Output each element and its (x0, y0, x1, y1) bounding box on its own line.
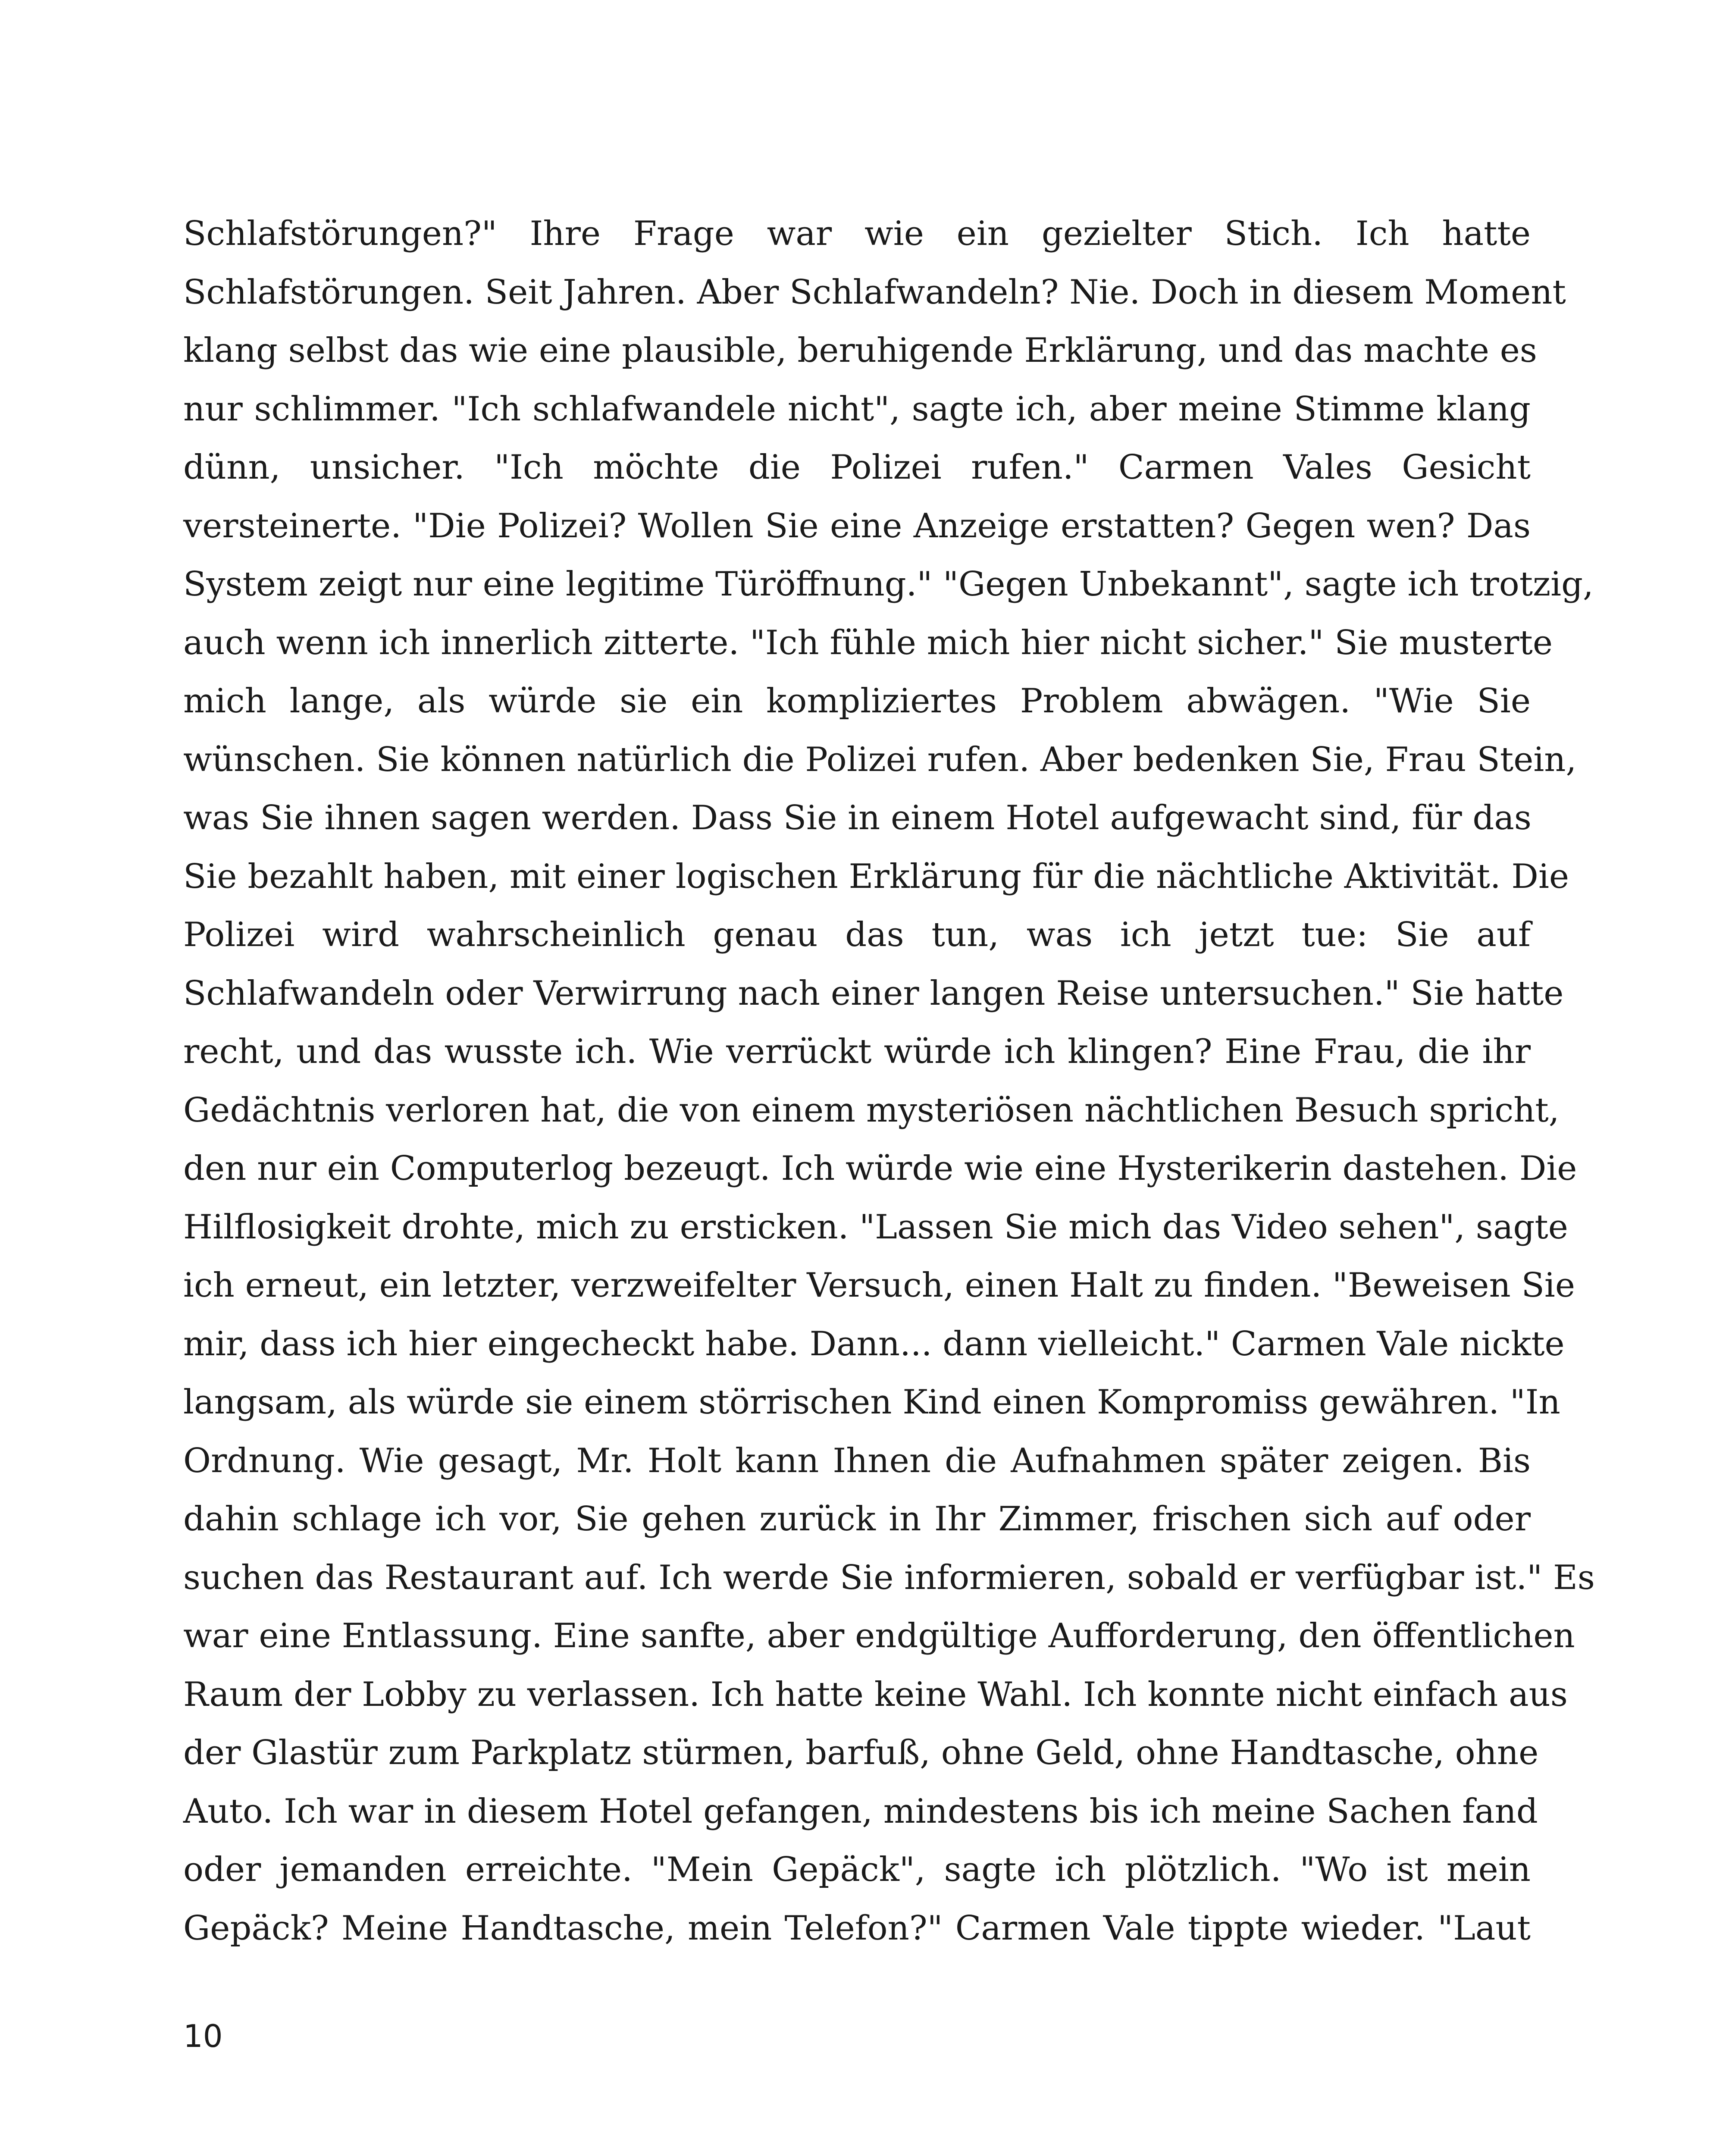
text-line: recht, und das wusste ich. Wie verrückt würde ich klingen? Eine Frau, die ihr (183, 1032, 1531, 1071)
text-line: Auto. Ich war in diesem Hotel gefangen, mindestens bis ich meine Sachen fand (183, 1792, 1538, 1831)
text-line: System zeigt nur eine legitime Türöffnung." "Gegen Unbekannt", sagte ich trotzig, (183, 565, 1594, 604)
text-line: Schlafstörungen. Seit Jahren. Aber Schlafwandeln? Nie. Doch in diesem Moment (183, 273, 1566, 312)
text-line: mich lange, als würde sie ein kompliziertes Problem abwägen. "Wie Sie (183, 682, 1531, 721)
text-line: Schlafwandeln oder Verwirrung nach einer langen Reise untersuchen." Sie hatte (183, 974, 1564, 1013)
text-line: dahin schlage ich vor, Sie gehen zurück in Ihr Zimmer, frischen sich auf oder (183, 1500, 1531, 1539)
text-line: ich erneut, ein letzter, verzweifelter Versuch, einen Halt zu finden. "Beweisen Sie (183, 1266, 1575, 1305)
text-line: Raum der Lobby zu verlassen. Ich hatte keine Wahl. Ich konnte nicht einfach aus (183, 1675, 1568, 1714)
text-line: der Glastür zum Parkplatz stürmen, barfuß, ohne Geld, ohne Handtasche, ohne (183, 1733, 1539, 1772)
text-line: Ordnung. Wie gesagt, Mr. Holt kann Ihnen die Aufnahmen später zeigen. Bis (183, 1441, 1531, 1480)
text-line: Schlafstörungen?" Ihre Frage war wie ein gezielter Stich. Ich hatte (183, 214, 1531, 253)
text-line: den nur ein Computerlog bezeugt. Ich würde wie eine Hysterikerin dastehen. Die (183, 1149, 1577, 1188)
text-line: Gepäck? Meine Handtasche, mein Telefon?" Carmen Vale tippte wieder. "Laut (183, 1908, 1531, 1948)
text-line: war eine Entlassung. Eine sanfte, aber endgültige Aufforderung, den öffentlichen (183, 1617, 1575, 1655)
page-number: 10 (183, 2018, 223, 2054)
text-line: Hilflosigkeit drohte, mich zu ersticken. "Lassen Sie mich das Video sehen", sagte (183, 1207, 1568, 1247)
text-line: versteinerte. "Die Polizei? Wollen Sie eine Anzeige erstatten? Gegen wen? Das (183, 506, 1531, 545)
text-line: oder jemanden erreichte. "Mein Gepäck", sagte ich plötzlich. "Wo ist mein (183, 1850, 1531, 1889)
text-line: klang selbst das wie eine plausible, beruhigende Erklärung, und das machte es (183, 331, 1537, 370)
text-line: Polizei wird wahrscheinlich genau das tun, was ich jetzt tue: Sie auf (183, 915, 1531, 954)
text-line: nur schlimmer. "Ich schlafwandele nicht", sagte ich, aber meine Stimme klang (183, 389, 1531, 429)
text-line: langsam, als würde sie einem störrischen Kind einen Kompromiss gewähren. "In (183, 1383, 1560, 1422)
body-text (183, 205, 1595, 1958)
text-line: mir, dass ich hier eingecheckt habe. Dann... dann vielleicht." Carmen Vale nickte (183, 1324, 1565, 1363)
text-line: was Sie ihnen sagen werden. Dass Sie in einem Hotel aufgewacht sind, für das (183, 799, 1532, 837)
text-line: Gedächtnis verloren hat, die von einem mysteriösen nächtlichen Besuch spricht, (183, 1091, 1560, 1130)
text-line: dünn, unsicher. "Ich möchte die Polizei rufen." Carmen Vales Gesicht (183, 448, 1531, 487)
text-line: Sie bezahlt haben, mit einer logischen Erklärung für die nächtliche Aktivität. Die (183, 857, 1569, 896)
text-line: suchen das Restaurant auf. Ich werde Sie informieren, sobald er verfügbar ist." Es (183, 1558, 1595, 1597)
text-line: auch wenn ich innerlich zitterte. "Ich fühle mich hier nicht sicher." Sie musterte (183, 623, 1553, 662)
text-line: wünschen. Sie können natürlich die Polizei rufen. Aber bedenken Sie, Frau Stein, (183, 740, 1577, 779)
